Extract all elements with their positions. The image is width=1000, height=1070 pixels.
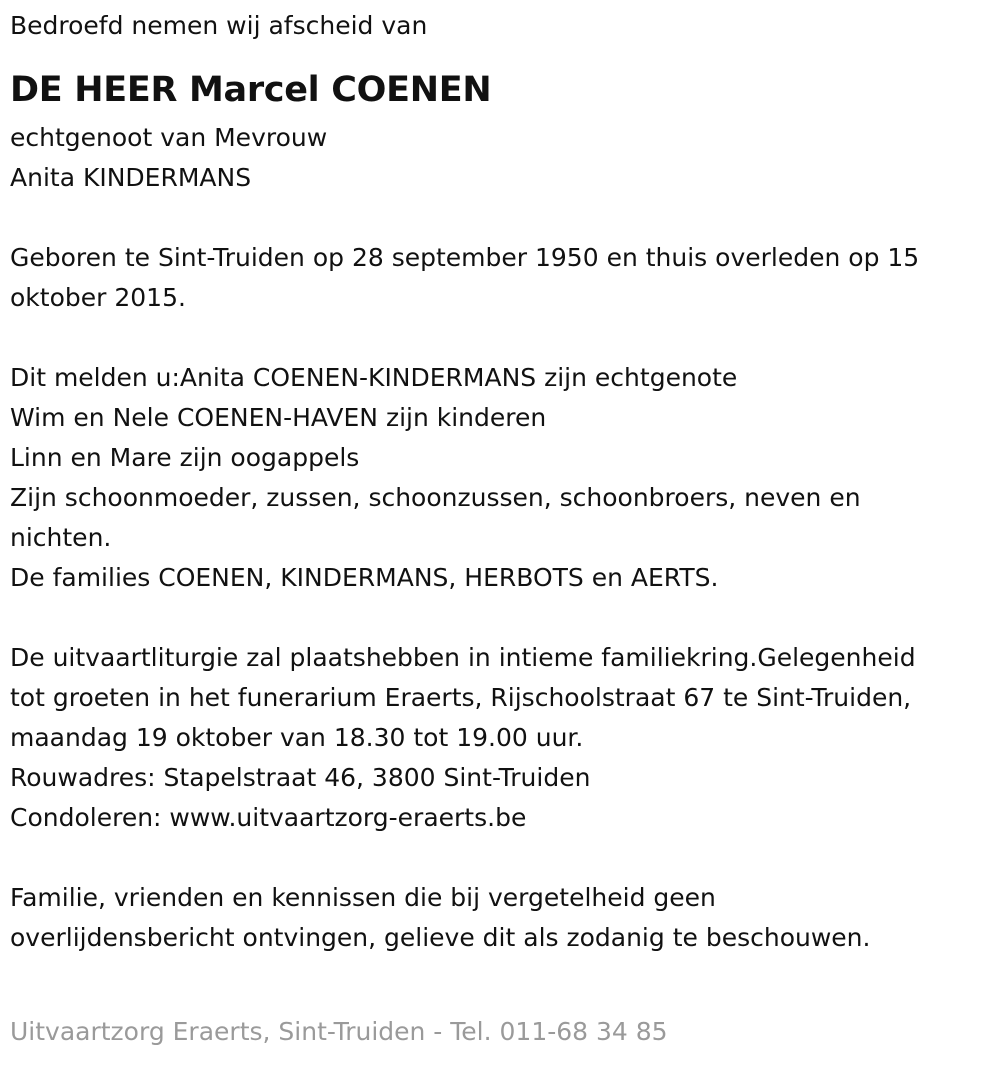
announcer-line: nichten.: [10, 523, 112, 552]
announcer-line: Dit melden u:Anita COENEN-KINDERMANS zijn echtgenote: [10, 363, 738, 392]
deceased-name: DE HEER Marcel COENEN: [10, 70, 492, 110]
funeral-line: tot groeten in het funerarium Eraerts, Rijschoolstraat 67 te Sint-Truiden,: [10, 683, 912, 712]
announcer-line: De families COENEN, KINDERMANS, HERBOTS en AERTS.: [10, 563, 719, 592]
birth-death-line: oktober 2015.: [10, 283, 186, 312]
condolence-link: Condoleren: www.uitvaartzorg-eraerts.be: [10, 803, 527, 832]
birth-death-line: Geboren te Sint-Truiden op 28 september 1950 en thuis overleden op 15: [10, 243, 920, 272]
notice-line: Familie, vrienden en kennissen die bij vergetelheid geen: [10, 883, 716, 912]
funeral-line: De uitvaartliturgie zal plaatshebben in intieme familiekring.Gelegenheid: [10, 643, 916, 672]
notice-line: overlijdensbericht ontvingen, gelieve dit als zodanig te beschouwen.: [10, 923, 871, 952]
funeral-address-line: Rouwadres: Stapelstraat 46, 3800 Sint-Truiden: [10, 763, 591, 792]
birth-death-block: [10, 238, 990, 318]
spouse-block: [10, 118, 990, 198]
spouse-line: echtgenoot van Mevrouw: [10, 123, 328, 152]
funeral-block: [10, 638, 990, 838]
intro-text: Bedroefd nemen wij afscheid van: [10, 11, 428, 40]
funeral-home-footer: Uitvaartzorg Eraerts, Sint-Truiden - Tel. 011-68 34 85: [10, 1017, 668, 1046]
announcer-line: Linn en Mare zijn oogappels: [10, 443, 360, 472]
notice-block: [10, 878, 990, 958]
funeral-line: maandag 19 oktober van 18.30 tot 19.00 uur.: [10, 723, 584, 752]
announcer-line: Zijn schoonmoeder, zussen, schoonzussen, schoonbroers, neven en: [10, 483, 861, 512]
announcer-line: Wim en Nele COENEN-HAVEN zijn kinderen: [10, 403, 547, 432]
spouse-line: Anita KINDERMANS: [10, 163, 252, 192]
announcers-block: [10, 358, 990, 598]
